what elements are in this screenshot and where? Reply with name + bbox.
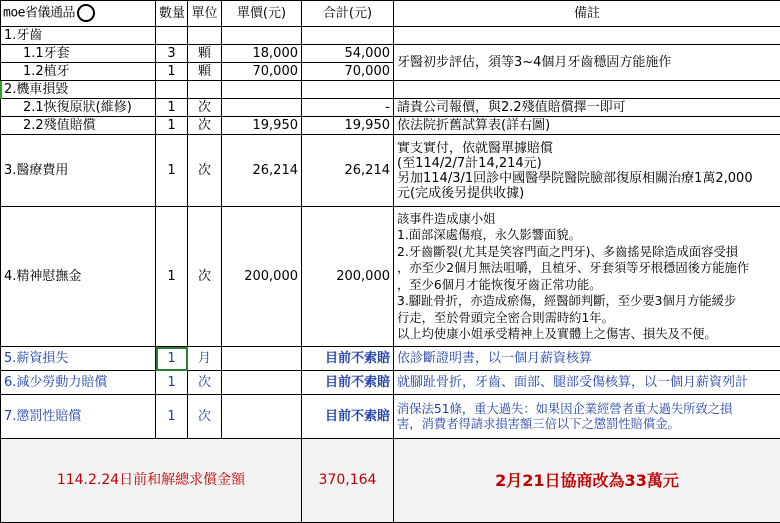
unit-cell[interactable]: 次	[188, 371, 222, 395]
note-line: ，亦至少2個月無法咀嚼，且植牙、牙套須等牙根穩固後方能施作	[397, 260, 777, 277]
note-cell[interactable]: 依診斷證明書，以一個月薪資核算	[394, 347, 780, 371]
note-line: 該事件造成康小姐	[397, 211, 777, 228]
table-row	[1, 207, 780, 347]
unit-cell[interactable]: 顆	[188, 63, 222, 81]
qty-cell[interactable]: 1	[156, 207, 188, 347]
header-unit[interactable]: 單位	[188, 1, 222, 27]
price-cell[interactable]	[222, 371, 302, 395]
total-cell[interactable]	[302, 81, 394, 99]
note-cell[interactable]: 請貴公司報價，與2.2殘值賠償擇一即可	[394, 99, 780, 117]
grand-total[interactable]: 370,164	[302, 439, 394, 523]
note-line: (至114/2/7計14,214元)	[397, 156, 777, 171]
total-cell[interactable]	[302, 27, 394, 45]
note-cell[interactable]	[394, 135, 780, 207]
row-selection-marker	[0, 81, 2, 99]
negotiation-note[interactable]: 2月21日協商改為33萬元	[394, 439, 780, 523]
price-cell[interactable]	[222, 395, 302, 439]
item-cell[interactable]: 2.1恢復原狀(維修)	[1, 99, 156, 117]
total-cell[interactable]: 目前不索賠	[302, 395, 394, 439]
note-line: 另加114/3/1回診中國醫學院醫院臉部復原相關治療1萬2,000	[397, 171, 777, 186]
note-line: 以上均使康小姐承受精神上及實體上之傷害、損失及不便。	[397, 326, 777, 343]
total-cell[interactable]: 70,000	[302, 63, 394, 81]
price-cell[interactable]: 70,000	[222, 63, 302, 81]
price-cell[interactable]	[222, 99, 302, 117]
note-cell[interactable]: 就腳趾骨折，牙齒、面部、腿部受傷核算，以一個月薪資列計	[394, 371, 780, 395]
item-cell[interactable]: 1.1牙套	[1, 45, 156, 63]
price-cell[interactable]	[222, 81, 302, 99]
item-cell[interactable]: 3.醫療費用	[1, 135, 156, 207]
qty-cell-selected[interactable]: 1	[156, 347, 188, 371]
note-cell[interactable]	[394, 207, 780, 347]
table-row	[1, 347, 780, 371]
qty-cell[interactable]: 3	[156, 45, 188, 63]
unit-cell[interactable]: 月	[188, 347, 222, 371]
header-qty[interactable]: 數量	[156, 1, 188, 27]
watermark-logo: moe省儀通品	[3, 4, 95, 22]
item-cell[interactable]: 1.牙齒	[1, 27, 156, 45]
total-cell[interactable]: 200,000	[302, 207, 394, 347]
unit-cell[interactable]	[188, 81, 222, 99]
unit-cell[interactable]: 顆	[188, 45, 222, 63]
item-cell[interactable]: 2.2殘值賠償	[1, 117, 156, 135]
total-cell[interactable]: -	[302, 99, 394, 117]
price-cell[interactable]	[222, 27, 302, 45]
note-line: 1.面部深處傷痕，永久影響面貌。	[397, 227, 777, 244]
item-cell[interactable]: 2.機車損毀	[1, 81, 156, 99]
note-line: 消保法51條，重大過失：如果因企業經營者重大過失所致之損	[397, 402, 777, 417]
table-row	[1, 395, 780, 439]
total-cell[interactable]: 19,950	[302, 117, 394, 135]
note-cell[interactable]: 依法院折舊試算表(詳右圖)	[394, 117, 780, 135]
price-cell[interactable]: 26,214	[222, 135, 302, 207]
item-cell[interactable]: 5.薪資損失	[1, 347, 156, 371]
total-label[interactable]: 114.2.24日前和解總求償金額	[1, 439, 302, 523]
qty-cell[interactable]: 1	[156, 135, 188, 207]
qty-cell[interactable]: 1	[156, 371, 188, 395]
note-line: 實支實付，依就醫單據賠償	[397, 141, 777, 156]
item-cell[interactable]: 7.懲罰性賠償	[1, 395, 156, 439]
qty-cell[interactable]: 1	[156, 63, 188, 81]
note-line: 害，消費者得請求損害額三倍以下之懲罰性賠償金。	[397, 417, 777, 432]
qty-cell[interactable]: 1	[156, 395, 188, 439]
price-cell[interactable]: 18,000	[222, 45, 302, 63]
table-row	[1, 371, 780, 395]
header-total[interactable]: 合計(元)	[302, 1, 394, 27]
header-note[interactable]: 備註	[394, 1, 780, 27]
unit-cell[interactable]: 次	[188, 207, 222, 347]
note-line: 元(完成後另提供收據)	[397, 186, 777, 201]
total-cell[interactable]: 目前不索賠	[302, 347, 394, 371]
logo-cell	[1, 1, 156, 27]
total-cell[interactable]: 54,000	[302, 45, 394, 63]
table-row	[1, 81, 780, 99]
total-cell[interactable]: 目前不索賠	[302, 371, 394, 395]
price-cell[interactable]: 19,950	[222, 117, 302, 135]
item-cell[interactable]: 6.減少勞動力賠償	[1, 371, 156, 395]
unit-cell[interactable]: 次	[188, 135, 222, 207]
qty-cell[interactable]: 1	[156, 99, 188, 117]
total-cell[interactable]: 26,214	[302, 135, 394, 207]
qty-cell[interactable]	[156, 81, 188, 99]
qty-cell[interactable]	[156, 27, 188, 45]
header-row	[1, 1, 780, 27]
price-cell[interactable]: 200,000	[222, 207, 302, 347]
unit-cell[interactable]	[188, 27, 222, 45]
table-row	[1, 135, 780, 207]
table-row	[1, 117, 780, 135]
unit-cell[interactable]: 次	[188, 395, 222, 439]
ring-icon	[77, 4, 95, 22]
note-line: ，至少6個月才能恢復牙齒正常功能。	[397, 277, 777, 294]
note-cell[interactable]: 牙醫初步評估，須等3~4個月牙齒穩固方能施作	[394, 45, 780, 81]
unit-cell[interactable]: 次	[188, 99, 222, 117]
note-line: 行走，至於骨頭完全密合則需時約1年。	[397, 310, 777, 327]
unit-cell[interactable]: 次	[188, 117, 222, 135]
table-row	[1, 27, 780, 45]
table-row	[1, 99, 780, 117]
note-cell[interactable]	[394, 395, 780, 439]
note-cell[interactable]	[394, 81, 780, 99]
item-cell[interactable]: 1.2植牙	[1, 63, 156, 81]
note-line: 2.牙齒斷裂(尤其是笑容門面之門牙)、多齒搖晃除造成面容受損	[397, 244, 777, 261]
qty-cell[interactable]: 1	[156, 117, 188, 135]
price-cell[interactable]	[222, 347, 302, 371]
table-row	[1, 45, 780, 63]
note-line: 3.腳趾骨折，亦造成瘀傷，經醫師判斷，至少要3個月方能緩步	[397, 293, 777, 310]
total-row	[1, 439, 780, 523]
note-cell[interactable]	[394, 27, 780, 45]
header-price[interactable]: 單價(元)	[222, 1, 302, 27]
item-cell[interactable]: 4.精神慰撫金	[1, 207, 156, 347]
